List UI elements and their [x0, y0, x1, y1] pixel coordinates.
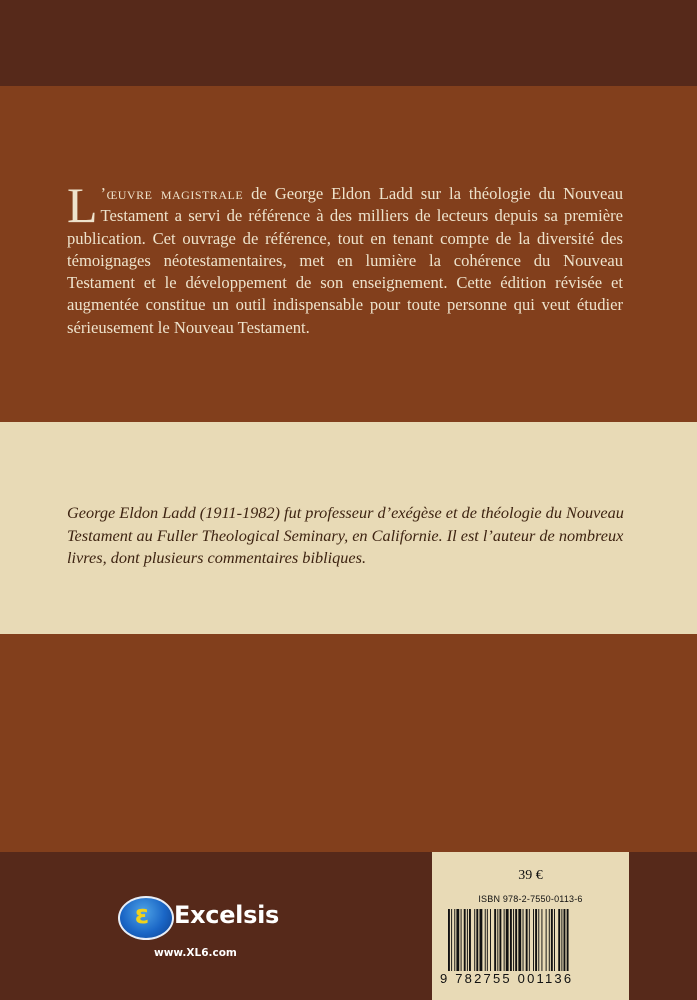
barcode-icon: [446, 909, 616, 971]
blurb-lead: ’œuvre magistrale: [100, 184, 244, 203]
author-bio: George Eldon Ladd (1911-1982) fut professeur d’exégèse et de théologie du Nouveau Testament au Fuller Theological Seminary, en Californie. Il est l’auteur de nombreux livres, dont plusieurs commentaires bibliques.: [67, 503, 624, 567]
publisher-name: Excelsis: [174, 901, 280, 929]
barcode-digits: 9 782755 001136: [440, 971, 574, 986]
drop-cap: L: [67, 177, 98, 233]
price-barcode-box: [432, 852, 629, 1000]
isbn: ISBN 978-2-7550-0113-6: [478, 894, 583, 904]
price: 39 €: [518, 868, 543, 883]
middle-band: [0, 634, 697, 852]
excelsis-e-icon: ε: [134, 900, 150, 930]
publisher-logo: [116, 896, 286, 968]
top-band: [0, 0, 697, 86]
book-blurb: [67, 177, 624, 339]
publisher-url: www.XL6.com: [154, 947, 237, 959]
blurb-text: de George Eldon Ladd sur la théologie du Nouveau Testament a servi de référence à des milliers de lecteurs depuis sa première publication. Cet ouvrage de référence, tout en tenant compte de la diversité des témoignages néotestamentaires, met en lumière la cohérence du Nouveau Testament et le développement de son enseignement. Cette édition révisée et augmentée constitue un outil indispensable pour toute personne qui veut étudier sérieusement le Nouveau Testament.: [67, 184, 624, 337]
